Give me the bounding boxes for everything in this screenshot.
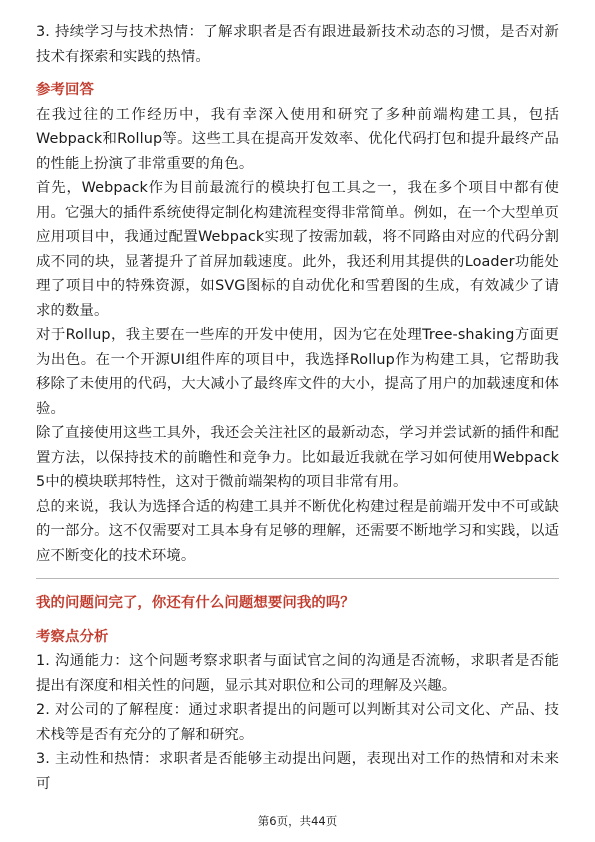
- answer-paragraph-3: 对于Rollup，我主要在一些库的开发中使用，因为它在处理Tree-shaking方面更为出色。在一个开源UI组件库的项目中，我选择Rollup作为构建工具，它帮助我移除了未使用的代码，大大减小了最终库文件的大小，提高了用户的加载速度和体验。: [36, 327, 559, 417]
- intro-item-3: 3. 持续学习与技术热情：了解求职者是否有跟进最新技术动态的习惯，是否对新技术有探索和实践的热情。: [36, 24, 559, 65]
- answer-paragraph-5: 总的来说，我认为选择合适的构建工具并不断优化构建过程是前端开发中不可或缺的一部分。这不仅需要对工具本身有足够的理解，还需要不断地学习和实践，以适应不断变化的技术环境。: [36, 498, 559, 564]
- answer-paragraph-2: 首先，Webpack作为目前最流行的模块打包工具之一，我在多个项目中都有使用。它强大的插件系统使得定制化构建流程变得非常简单。例如，在一个大型单页应用项目中，我通过配置Webpack实现了按需加载，将不同路由对应的代码分割成不同的块，显著提升了首屏加载速度。此外，我还利用其提供的Loader功能处理了项目中的特殊资源，如SVG图标的自动优化和雪碧图的生成，有效减少了请求的数量。: [36, 180, 559, 319]
- section-divider: [36, 578, 559, 579]
- analysis-item-3: 3. 主动性和热情：求职者是否能够主动提出问题，表现出对工作的热情和对未来可: [36, 751, 559, 792]
- analysis-item-1: 1. 沟通能力：这个问题考察求职者与面试官之间的沟通是否流畅，求职者是否能提出有深度和相关性的问题，显示其对职位和公司的理解及兴趣。: [36, 653, 559, 694]
- answer-heading: 参考回答: [36, 82, 94, 98]
- answer-paragraph-1: 在我过往的工作经历中，我有幸深入使用和研究了多种前端构建工具，包括Webpack和Rollup等。这些工具在提高开发效率、优化代码打包和提升最终产品的性能上扮演了非常重要的角色。: [36, 106, 559, 172]
- analysis-heading: 考察点分析: [36, 628, 109, 645]
- analysis-item-2: 2. 对公司的了解程度：通过求职者提出的问题可以判断其对公司文化、产品、技术栈等是否有充分的了解和研究。: [36, 702, 559, 743]
- answer-paragraph-4: 除了直接使用这些工具外，我还会关注社区的最新动态，学习并尝试新的插件和配置方法，以保持技术的前瞻性和竞争力。比如最近我就在学习如何使用Webpack 5中的模块联邦特性，这对于微前端架构的项目非常有用。: [36, 425, 559, 490]
- page-footer: 第6页，共44页: [257, 814, 338, 828]
- question-heading: 我的问题问完了，你还有什么问题想要问我的吗？: [36, 595, 355, 611]
- page-content: [36, 20, 559, 796]
